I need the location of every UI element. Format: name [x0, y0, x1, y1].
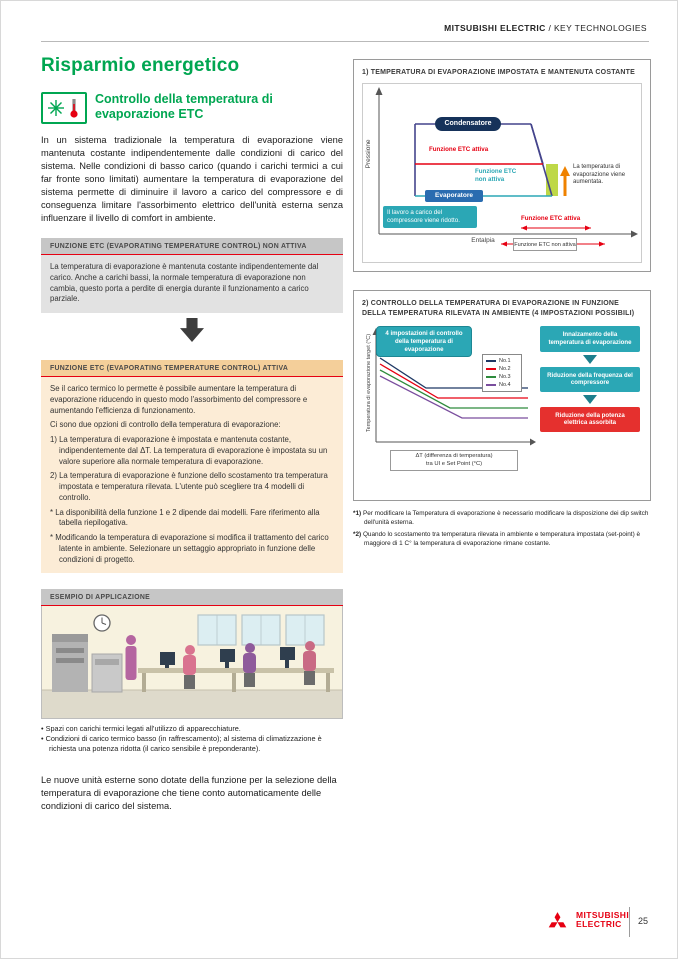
legend-item: [486, 373, 518, 381]
etc-active-item-2: 2) La temperatura di evaporazione è funzione dello scostamento tra temperatura impostata e temperatura rilevata. L'utente può scegliere tra 4 modelli di controllo.: [50, 471, 328, 502]
page-number-divider: [629, 907, 630, 937]
page-number: 25: [638, 916, 649, 926]
logo-wordmark: [576, 911, 629, 929]
example-box-title: ESEMPIO DI APPLICAZIONE: [41, 589, 343, 606]
enthalpy-axis-label: Entalpia: [471, 237, 495, 245]
header-rule: [41, 41, 649, 42]
figure-2: [353, 290, 651, 501]
section-title: Controllo della temperatura di evaporazione ETC: [95, 92, 273, 121]
example-bullet-2: • Condizioni di carico termico basso (in raffrescamento); al sistema di climatizzazione è richiesta una potenza ridotta (il carico sensibile è preponderante).: [41, 734, 322, 754]
evaporation-control-chart: [362, 324, 642, 492]
delta-t-axis-line2: tra UI e Set Point (°C): [425, 460, 483, 467]
compressor-work-note: Il lavoro a carico del compressore viene ridotto.: [383, 206, 477, 228]
closing-paragraph: Le nuove unità esterne sono dotate della funzione per la selezione della temperatura di evaporazione che tiene conto automaticamente delle condizioni di carico del sistema.: [41, 774, 337, 812]
flow-step-2: Riduzione della frequenza del compressore: [540, 367, 640, 392]
mitsubishi-diamonds-icon: [544, 912, 571, 928]
intro-paragraph: In un sistema tradizionale la temperatura di evaporazione viene mantenuta costante indipendentemente dalle condizioni di carico del sistema. Nelle condizioni di basso carico (quando i carichi termici a cui far fronte sono limitati) aumentare la temperatura di evaporazione del sistema permette di diminuire il lavoro a carico del compressore e di conseguenza limitare l'assorbimento elettrico dell'unità esterna senza influenzare il livello di comfort in ambiente.: [41, 135, 343, 224]
delta-t-axis-line1: ΔT (differenza di temperatura): [415, 453, 493, 460]
etc-active-box-body: [41, 377, 343, 573]
evaporation-increase-note: La temperatura di evaporazione viene aumentata.: [573, 164, 626, 185]
legend-item: [486, 357, 518, 365]
etc-active-box-title: FUNZIONE ETC (EVAPORATING TEMPERATURE CONTROL) ATTIVA: [41, 360, 343, 377]
figure-1-title: 1) TEMPERATURA DI EVAPORAZIONE IMPOSTATA E MANTENUTA COSTANTE: [362, 69, 636, 76]
delta-t-axis-label: [390, 450, 518, 471]
etc-inactive-span-box: Funzione ETC non attiva: [513, 238, 577, 251]
etc-inactive-box: [41, 238, 343, 313]
flow-step-1: Innalzamento della temperatura di evaporazione: [540, 326, 640, 351]
figure-footnotes: [353, 509, 651, 547]
etc-inactive-box-body: La temperatura di evaporazione è mantenuta costante indipendentemente dal carico. Anche a carichi bassi, la normale temperatura di evaporazione non cambia, questo porta a perdite di energia durante il funzionamento a carico parziale.: [41, 255, 343, 313]
figure-2-title: 2) CONTROLLO DELLA TEMPERATURA DI EVAPORAZIONE IN FUNZIONE DELLA TEMPERATURA RILEVATA IN AMBIENTE (4 IMPOSTAZIONI POSSIBILI): [362, 300, 635, 317]
etc-active-line-label: Funzione ETC attiva: [429, 146, 489, 154]
section-heading: [41, 92, 343, 124]
legend-swatch-no3: [486, 376, 496, 378]
control-settings-callout: 4 impostazioni di controllo della temperatura di evaporazione: [376, 326, 472, 357]
chart-legend: [482, 354, 522, 392]
etc-active-note-2: * Modificando la temperatura di evaporazione si modifica il trattamento del carico latente in ambiente. Selezionare un settaggio appropriato in funzione delle condizioni di progetto.: [50, 533, 329, 564]
pressure-enthalpy-chart: [362, 83, 642, 263]
footnote-2-mark: *2): [353, 530, 362, 538]
example-box: [41, 589, 343, 754]
etc-active-box: [41, 360, 343, 573]
legend-label-no3: No.3: [499, 374, 511, 381]
footer-logo: [544, 911, 629, 929]
evaporator-label: Evaporatore: [425, 190, 483, 202]
legend-swatch-no2: [486, 368, 496, 370]
right-column: [353, 59, 651, 548]
legend-item: [486, 381, 518, 389]
etc-active-item-1: 1) La temperatura di evaporazione è impostata e mantenuta costante, indipendentemente dal ΔT. La temperatura di evaporazione è impostata su un valore superiore alla normale temperatura di evaporazione.: [50, 435, 328, 466]
example-bullet-1: • Spazi con carichi termici legati all'utilizzo di apparecchiature.: [41, 724, 241, 734]
office-illustration: [41, 606, 343, 719]
etc-thermometer-icon: [41, 92, 87, 124]
footnote-2-text: Quando lo scostamento tra temperatura rilevata in ambiente e temperatura impostata (set-point) è maggiore di 1 C° la temperatura di evaporazione rimane costante.: [362, 530, 641, 547]
figure-1: [353, 59, 651, 272]
temp-target-axis-label: Temperatura di evaporazione target (°C): [366, 334, 372, 433]
condenser-label: Condensatore: [435, 117, 501, 131]
example-bullets: [41, 724, 343, 754]
footnote-1-mark: *1): [353, 510, 362, 518]
etc-active-note-1: * La disponibilità della funzione 1 e 2 dipende dai modelli. Fare riferimento alla tabella riepilogativa.: [50, 507, 320, 528]
down-arrow-icon: [180, 318, 204, 342]
flow-down-arrow-icon: [583, 395, 597, 404]
left-column: [41, 55, 343, 813]
footnote-1: [353, 509, 651, 527]
header-section: / KEY TECHNOLOGIES: [545, 23, 647, 33]
etc-icon-art: [44, 95, 84, 121]
legend-item: [486, 365, 518, 373]
flow-down-arrow-icon: [583, 355, 597, 364]
legend-swatch-no4: [486, 384, 496, 386]
footnote-2: [353, 530, 651, 548]
legend-label-no1: No.1: [499, 358, 511, 365]
legend-label-no2: No.2: [499, 366, 511, 373]
page-title: Risparmio energetico: [41, 55, 240, 76]
pressure-axis-label: Pressione: [365, 139, 373, 169]
legend-label-no4: No.4: [499, 382, 511, 389]
footnote-1-text: Per modificare la Temperatura di evaporazione è necessario modificare la disposizione dei dip switch dell'unità esterna.: [362, 510, 649, 527]
header-brand: MITSUBISHI ELECTRIC: [444, 23, 546, 33]
page-header: [444, 23, 647, 33]
etc-active-intro: Se il carico termico lo permette è possibile aumentare la temperatura di evaporazione riducendo in questo modo l'assorbimento del compressore e aumentando l'efficienza di funzionamento.: [50, 384, 308, 415]
etc-active-span-label: Funzione ETC attiva: [521, 215, 581, 223]
etc-inactive-line-label: Funzione ETC non attiva: [475, 168, 517, 183]
etc-active-options: Ci sono due opzioni di controllo della temperatura di evaporazione:: [50, 420, 281, 430]
benefit-flowchart: [540, 326, 640, 432]
etc-inactive-box-title: FUNZIONE ETC (EVAPORATING TEMPERATURE CONTROL) NON ATTIVA: [41, 238, 343, 255]
transition-arrow: [41, 318, 343, 347]
legend-swatch-no1: [486, 360, 496, 362]
logo-line-2: ELECTRIC: [576, 919, 622, 930]
logo-line-1: MITSUBISHI: [576, 910, 630, 920]
flow-step-3: Riduzione della potenza elettrica assorbita: [540, 407, 640, 432]
